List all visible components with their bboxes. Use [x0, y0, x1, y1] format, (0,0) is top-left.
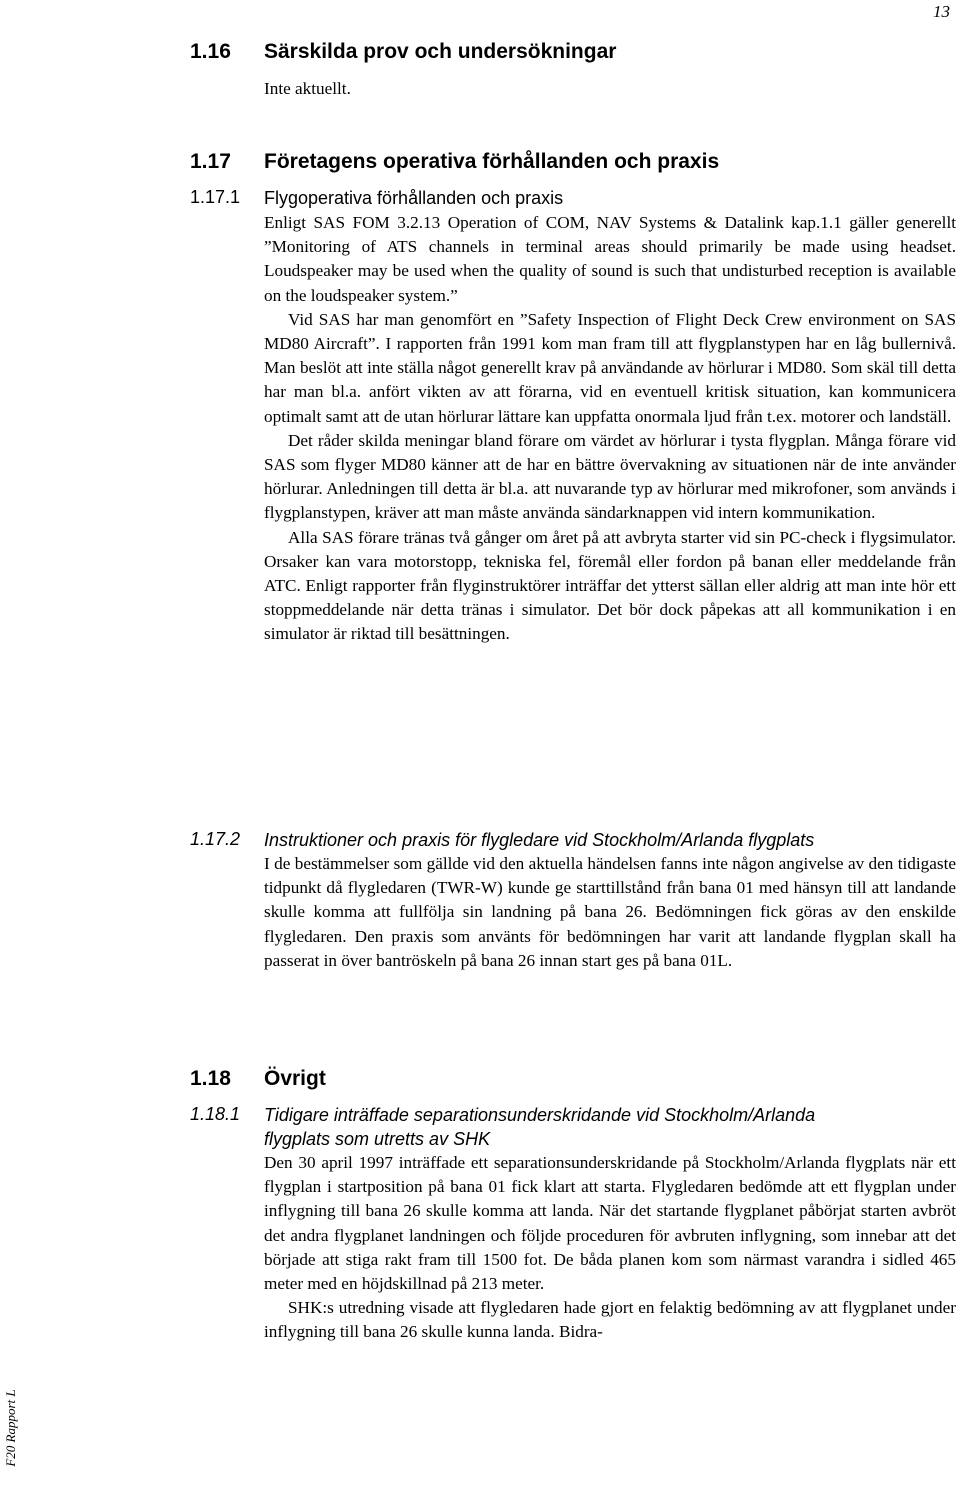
report-side-label: F20 Rapport L: [3, 1389, 18, 1467]
section-title-line-1: Tidigare inträffade separationsunderskridande vid Stockholm/Arlanda: [264, 1105, 816, 1125]
paragraph: Vid SAS har man genomfört en ”Safety Inspection of Flight Deck Crew environment on SAS MD80 Aircraft”. I rapporten från 1991 kom man fram till att flygplanstypen har en låg bullernivå. Man beslöt att inte ställa något generellt krav på användande av hörlurar i MD80. Som skäl till detta har man bl.a. anfört vikten av att förarna, vid en eventuell kritisk situation, kan kommunicera optimalt samt att de utan hörlurar lättare kan uppfatta onormala ljud från t.ex. motorer och landställ.: [264, 309, 956, 426]
paragraph: Alla SAS förare tränas två gånger om året på att avbryta starter vid sin PC-check i flygsimulator. Orsaker kan vara motorstopp, tekniska fel, föremål eller fordon på banan eller meddelande från ATC. Enligt rapporter från flyginstruktörer inträffar det ytterst sällan eller aldrig att man inte hör ett stoppmeddelande när detta tränas i simulator. Det bör dock påpekas att all kommunikation i en simulator är riktad till besättningen.: [264, 527, 956, 644]
section-number: 1.16: [190, 40, 231, 63]
section-1-16-body: [264, 77, 956, 101]
section-title: Särskilda prov och undersökningar: [264, 40, 617, 63]
section-title: Företagens operativa förhållanden och praxis: [264, 150, 720, 173]
section-1-17-2-body: [264, 852, 956, 973]
section-1-18-1-body: [264, 1151, 956, 1345]
section-1-17-1-body: [264, 211, 956, 647]
paragraph: Det råder skilda meningar bland förare om värdet av hörlurar i tysta flygplan. Många förare vid SAS som flyger MD80 känner att de har en bättre övervakning av situationen när de inte använder hörlurar. Anledningen till detta är bl.a. att nuvarande typ av hörlurar med mikrofoner, som används i flygplanstypen, kräver att man måste använda sändarknappen vid intern kommunikation.: [264, 430, 956, 523]
section-title: Flygoperativa förhållanden och praxis: [264, 188, 564, 208]
section-number: 1.17.2: [190, 829, 241, 849]
section-title-line-2: flygplats som utretts av SHK: [264, 1129, 491, 1149]
paragraph: SHK:s utredning visade att flygledaren hade gjort en felaktig bedömning av att flygplanet under inflygning till bana 26 skulle kunna landa. Bidra-: [264, 1298, 956, 1342]
paragraph: Enligt SAS FOM 3.2.13 Operation of COM, NAV Systems & Datalink kap.1.1 gäller generellt ”Monitoring of ATS channels in terminal areas should primarily be made using headset. Loudspeaker may be used when the quality of sound is such that undisturbed reception is available on the loudspeaker system.”: [264, 213, 956, 305]
paragraph: Den 30 april 1997 inträffade ett separationsunderskridande på Stockholm/Arlanda flygplats när ett flygplan i startposition på bana 01 fick klart att starta. Flygledaren bedömde att ett flygplan under inflygning till bana 26 skulle komma att landa. När det startande flygplanet påbörjat starten avbröt det andra flygplanet landningen och följde proceduren för avbruten inflygning, som innebar att det började att stiga rakt fram till 1500 fot. De båda planen kom som närmast varandra i sidled 465 meter med en höjdskillnad på 213 meter.: [264, 1153, 956, 1294]
page-number: 13: [933, 2, 950, 21]
section-number: 1.18: [190, 1067, 231, 1090]
paragraph: Inte aktuellt.: [264, 79, 351, 98]
section-number: 1.17.1: [190, 187, 241, 207]
section-number: 1.17: [190, 150, 231, 173]
section-title: Övrigt: [264, 1067, 326, 1090]
section-number: 1.18.1: [190, 1104, 241, 1124]
paragraph: I de bestämmelser som gällde vid den aktuella händelsen fanns inte någon angivelse av den tidigaste tidpunkt då flygledaren (TWR-W) kunde ge starttillstånd från bana 01 med hänsyn till att landande skulle komma att fullfölja sin landning på bana 26. Bedömningen fick göras av den enskilde flygledaren. Den praxis som använts för bedömningen har varit att landande flygplan skall ha passerat in över bantröskeln på bana 26 innan start ges på bana 01L.: [264, 854, 956, 970]
section-title: Instruktioner och praxis för flygledare vid Stockholm/Arlanda flygplats: [264, 830, 815, 850]
